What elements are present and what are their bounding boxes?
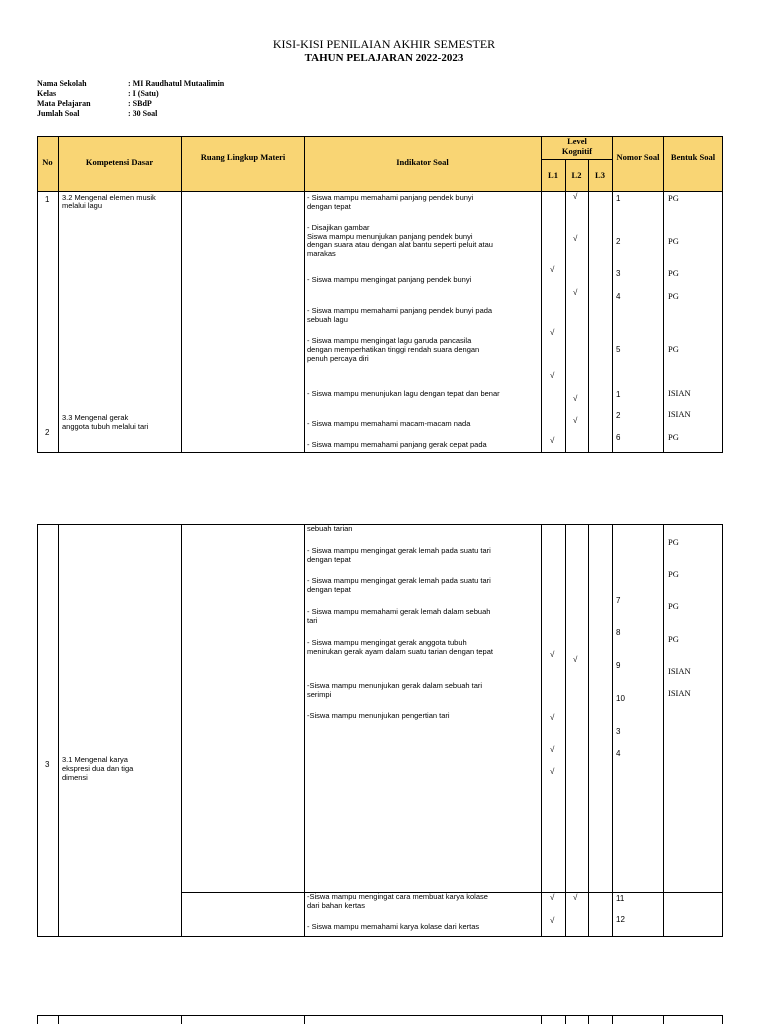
bentuk-soal: ISIAN <box>668 388 691 398</box>
document-title: KISI-KISI PENILAIAN AKHIR SEMESTER <box>272 37 496 51</box>
nomor-soal: 11 <box>616 894 625 903</box>
header-bentuk-soal: Bentuk Soal <box>670 152 716 162</box>
col-divider <box>181 136 182 453</box>
nomor-soal: 7 <box>616 596 621 605</box>
col-divider <box>181 524 182 937</box>
nomor-soal: 2 <box>616 411 621 420</box>
col-divider <box>304 136 305 453</box>
col-divider <box>722 1015 723 1024</box>
col-divider <box>612 1015 613 1024</box>
indikator-text: sebuah lagu <box>307 315 348 324</box>
col-divider <box>588 159 589 453</box>
indikator-text: sebuah tarian <box>307 524 353 533</box>
row-number: 2 <box>45 428 50 437</box>
kd-text: melalui lagu <box>62 201 103 210</box>
checkmark-l2: √ <box>573 394 578 403</box>
col-divider <box>565 1015 566 1024</box>
nomor-soal: 12 <box>616 915 625 924</box>
indikator-text: Siswa mampu menunjukan panjang pendek bunyi <box>307 232 473 241</box>
checkmark-l1: √ <box>550 893 555 902</box>
nomor-soal: 1 <box>616 194 621 203</box>
col-divider <box>565 524 566 937</box>
indikator-text: dari bahan kertas <box>307 901 365 910</box>
nomor-soal: 8 <box>616 628 621 637</box>
checkmark-l1: √ <box>550 767 555 776</box>
col-divider <box>588 1015 589 1024</box>
col-divider <box>58 524 59 937</box>
bentuk-soal: PG <box>668 634 679 644</box>
bentuk-soal: PG <box>668 569 679 579</box>
col-divider <box>663 524 664 937</box>
kd-text: dimensi <box>62 773 88 782</box>
indikator-text: - Siswa mampu menunjukan lagu dengan tepat dan benar <box>307 389 500 398</box>
meta-block <box>37 79 337 124</box>
col-divider <box>663 1015 664 1024</box>
meta-key-subject: Mata Pelajaran <box>37 99 91 108</box>
indikator-text: - Siswa mampu memahami panjang pendek bunyi pada <box>307 306 493 315</box>
header-indikator: Indikator Soal <box>396 157 449 167</box>
indikator-text: dengan tepat <box>307 202 351 211</box>
indikator-text: -Siswa mampu menunjukan pengertian tari <box>307 711 450 720</box>
header-divider <box>37 191 723 192</box>
meta-value-class: : I (Satu) <box>128 89 159 98</box>
bentuk-soal: PG <box>668 236 679 246</box>
checkmark-l2: √ <box>573 893 578 902</box>
level-divider <box>541 159 612 160</box>
nomor-soal: 3 <box>616 727 621 736</box>
col-divider <box>612 136 613 453</box>
col-divider <box>58 136 59 453</box>
checkmark-l1: √ <box>550 328 555 337</box>
indikator-text: - Siswa mampu memahami panjang gerak cepat pada <box>307 440 487 449</box>
checkmark-l2: √ <box>573 234 578 243</box>
col-divider <box>565 159 566 453</box>
indikator-text: penuh percaya diri <box>307 354 369 363</box>
indikator-text: marakas <box>307 249 336 258</box>
nomor-soal: 9 <box>616 661 621 670</box>
indikator-text: - Siswa mampu mengingat gerak lemah pada suatu tari <box>307 546 491 555</box>
indikator-text: tari <box>307 616 318 625</box>
indikator-text: - Siswa mampu mengingat gerak lemah pada suatu tari <box>307 576 491 585</box>
nomor-soal: 1 <box>616 390 621 399</box>
checkmark-l2: √ <box>573 192 578 201</box>
header-level-kognitif: Level Kognitif <box>561 136 593 156</box>
indikator-text: dengan tepat <box>307 585 351 594</box>
kd-text: 3.3 Mengenal gerak <box>62 413 129 422</box>
checkmark-l2: √ <box>573 416 578 425</box>
bentuk-soal: PG <box>668 193 679 203</box>
col-divider <box>541 136 542 453</box>
checkmark-l2: √ <box>573 655 578 664</box>
nomor-soal: 4 <box>616 292 621 301</box>
bentuk-soal: PG <box>668 537 679 547</box>
bentuk-soal: PG <box>668 432 679 442</box>
col-divider <box>58 1015 59 1024</box>
col-divider <box>181 1015 182 1024</box>
nomor-soal: 3 <box>616 269 621 278</box>
bentuk-soal: PG <box>668 601 679 611</box>
bentuk-soal: ISIAN <box>668 409 691 419</box>
row-number: 3 <box>45 760 50 769</box>
indikator-text: -Siswa mampu mengingat cara membuat karya kolase <box>307 892 488 901</box>
col-divider <box>304 1015 305 1024</box>
checkmark-l1: √ <box>550 745 555 754</box>
indikator-text: dengan suara atau dengan alat bantu seperti peluit atau <box>307 240 493 249</box>
indikator-text: - Siswa mampu memahami panjang pendek bunyi <box>307 193 474 202</box>
header-nomor-soal: Nomor Soal <box>616 152 660 162</box>
indikator-text: menirukan gerak ayam dalam suatu tarian dengan tepat <box>307 647 493 656</box>
header-l1: L1 <box>548 170 558 180</box>
indikator-text: - Siswa mampu mengingat gerak anggota tubuh <box>307 638 467 647</box>
document-subtitle: TAHUN PELAJARAN 2022-2023 <box>304 52 464 64</box>
row-number: 1 <box>45 195 50 204</box>
meta-key-school: Nama Sekolah <box>37 79 87 88</box>
bentuk-soal: ISIAN <box>668 666 691 676</box>
meta-key-count: Jumlah Soal <box>37 109 80 118</box>
header-no: No <box>42 157 53 167</box>
col-divider <box>304 524 305 937</box>
kd-text: 3.2 Mengenal elemen musik <box>62 193 156 202</box>
indikator-text: - Siswa mampu memahami macam-macam nada <box>307 419 471 428</box>
kd-text: ekspresi dua dan tiga <box>62 764 134 773</box>
kd-text: 3.1 Mengenal karya <box>62 755 128 764</box>
col-divider <box>588 524 589 937</box>
checkmark-l1: √ <box>550 713 555 722</box>
nomor-soal: 2 <box>616 237 621 246</box>
nomor-soal: 10 <box>616 694 625 703</box>
header-ruang-lingkup: Ruang Lingkup Materi <box>200 152 286 162</box>
table-top-border <box>37 1015 723 1016</box>
checkmark-l2: √ <box>573 288 578 297</box>
meta-value-school: : MI Raudhatul Mutaalimin <box>128 79 225 88</box>
indikator-text: - Siswa mampu memahami gerak lemah dalam sebuah <box>307 607 491 616</box>
nomor-soal: 5 <box>616 345 621 354</box>
indikator-text: dengan memperhatikan tinggi rendah suara dengan <box>307 345 480 354</box>
indikator-text: - Siswa mampu mengingat lagu garuda pancasila <box>307 336 472 345</box>
col-divider <box>541 524 542 937</box>
meta-value-count: : 30 Soal <box>128 109 158 118</box>
col-divider <box>541 1015 542 1024</box>
meta-value-subject: : SBdP <box>128 99 152 108</box>
indikator-text: - Disajikan gambar <box>307 223 370 232</box>
header-l2: L2 <box>571 170 582 180</box>
meta-key-class: Kelas <box>37 89 57 98</box>
indikator-text: - Siswa mampu mengingat panjang pendek bunyi <box>307 275 472 284</box>
checkmark-l1: √ <box>550 265 555 274</box>
indikator-text: dengan tepat <box>307 555 351 564</box>
checkmark-l1: √ <box>550 916 555 925</box>
checkmark-l1: √ <box>550 436 555 445</box>
col-divider <box>612 524 613 937</box>
indikator-text: - Siswa mampu memahami karya kolase dari kertas <box>307 922 480 931</box>
nomor-soal: 4 <box>616 749 621 758</box>
bentuk-soal: PG <box>668 268 679 278</box>
nomor-soal: 6 <box>616 433 621 442</box>
indikator-text: -Siswa mampu menunjukan gerak dalam sebuah tari <box>307 681 483 690</box>
bentuk-soal: ISIAN <box>668 688 691 698</box>
bentuk-soal: PG <box>668 291 679 301</box>
indikator-text: serimpi <box>307 690 332 699</box>
header-l3: L3 <box>595 170 605 180</box>
col-divider <box>663 136 664 453</box>
col-divider <box>37 1015 38 1024</box>
checkmark-l1: √ <box>550 371 555 380</box>
checkmark-l1: √ <box>550 650 555 659</box>
kd-text: anggota tubuh melalui tari <box>62 422 149 431</box>
bentuk-soal: PG <box>668 344 679 354</box>
header-kompetensi-dasar: Kompetensi Dasar <box>85 157 154 167</box>
